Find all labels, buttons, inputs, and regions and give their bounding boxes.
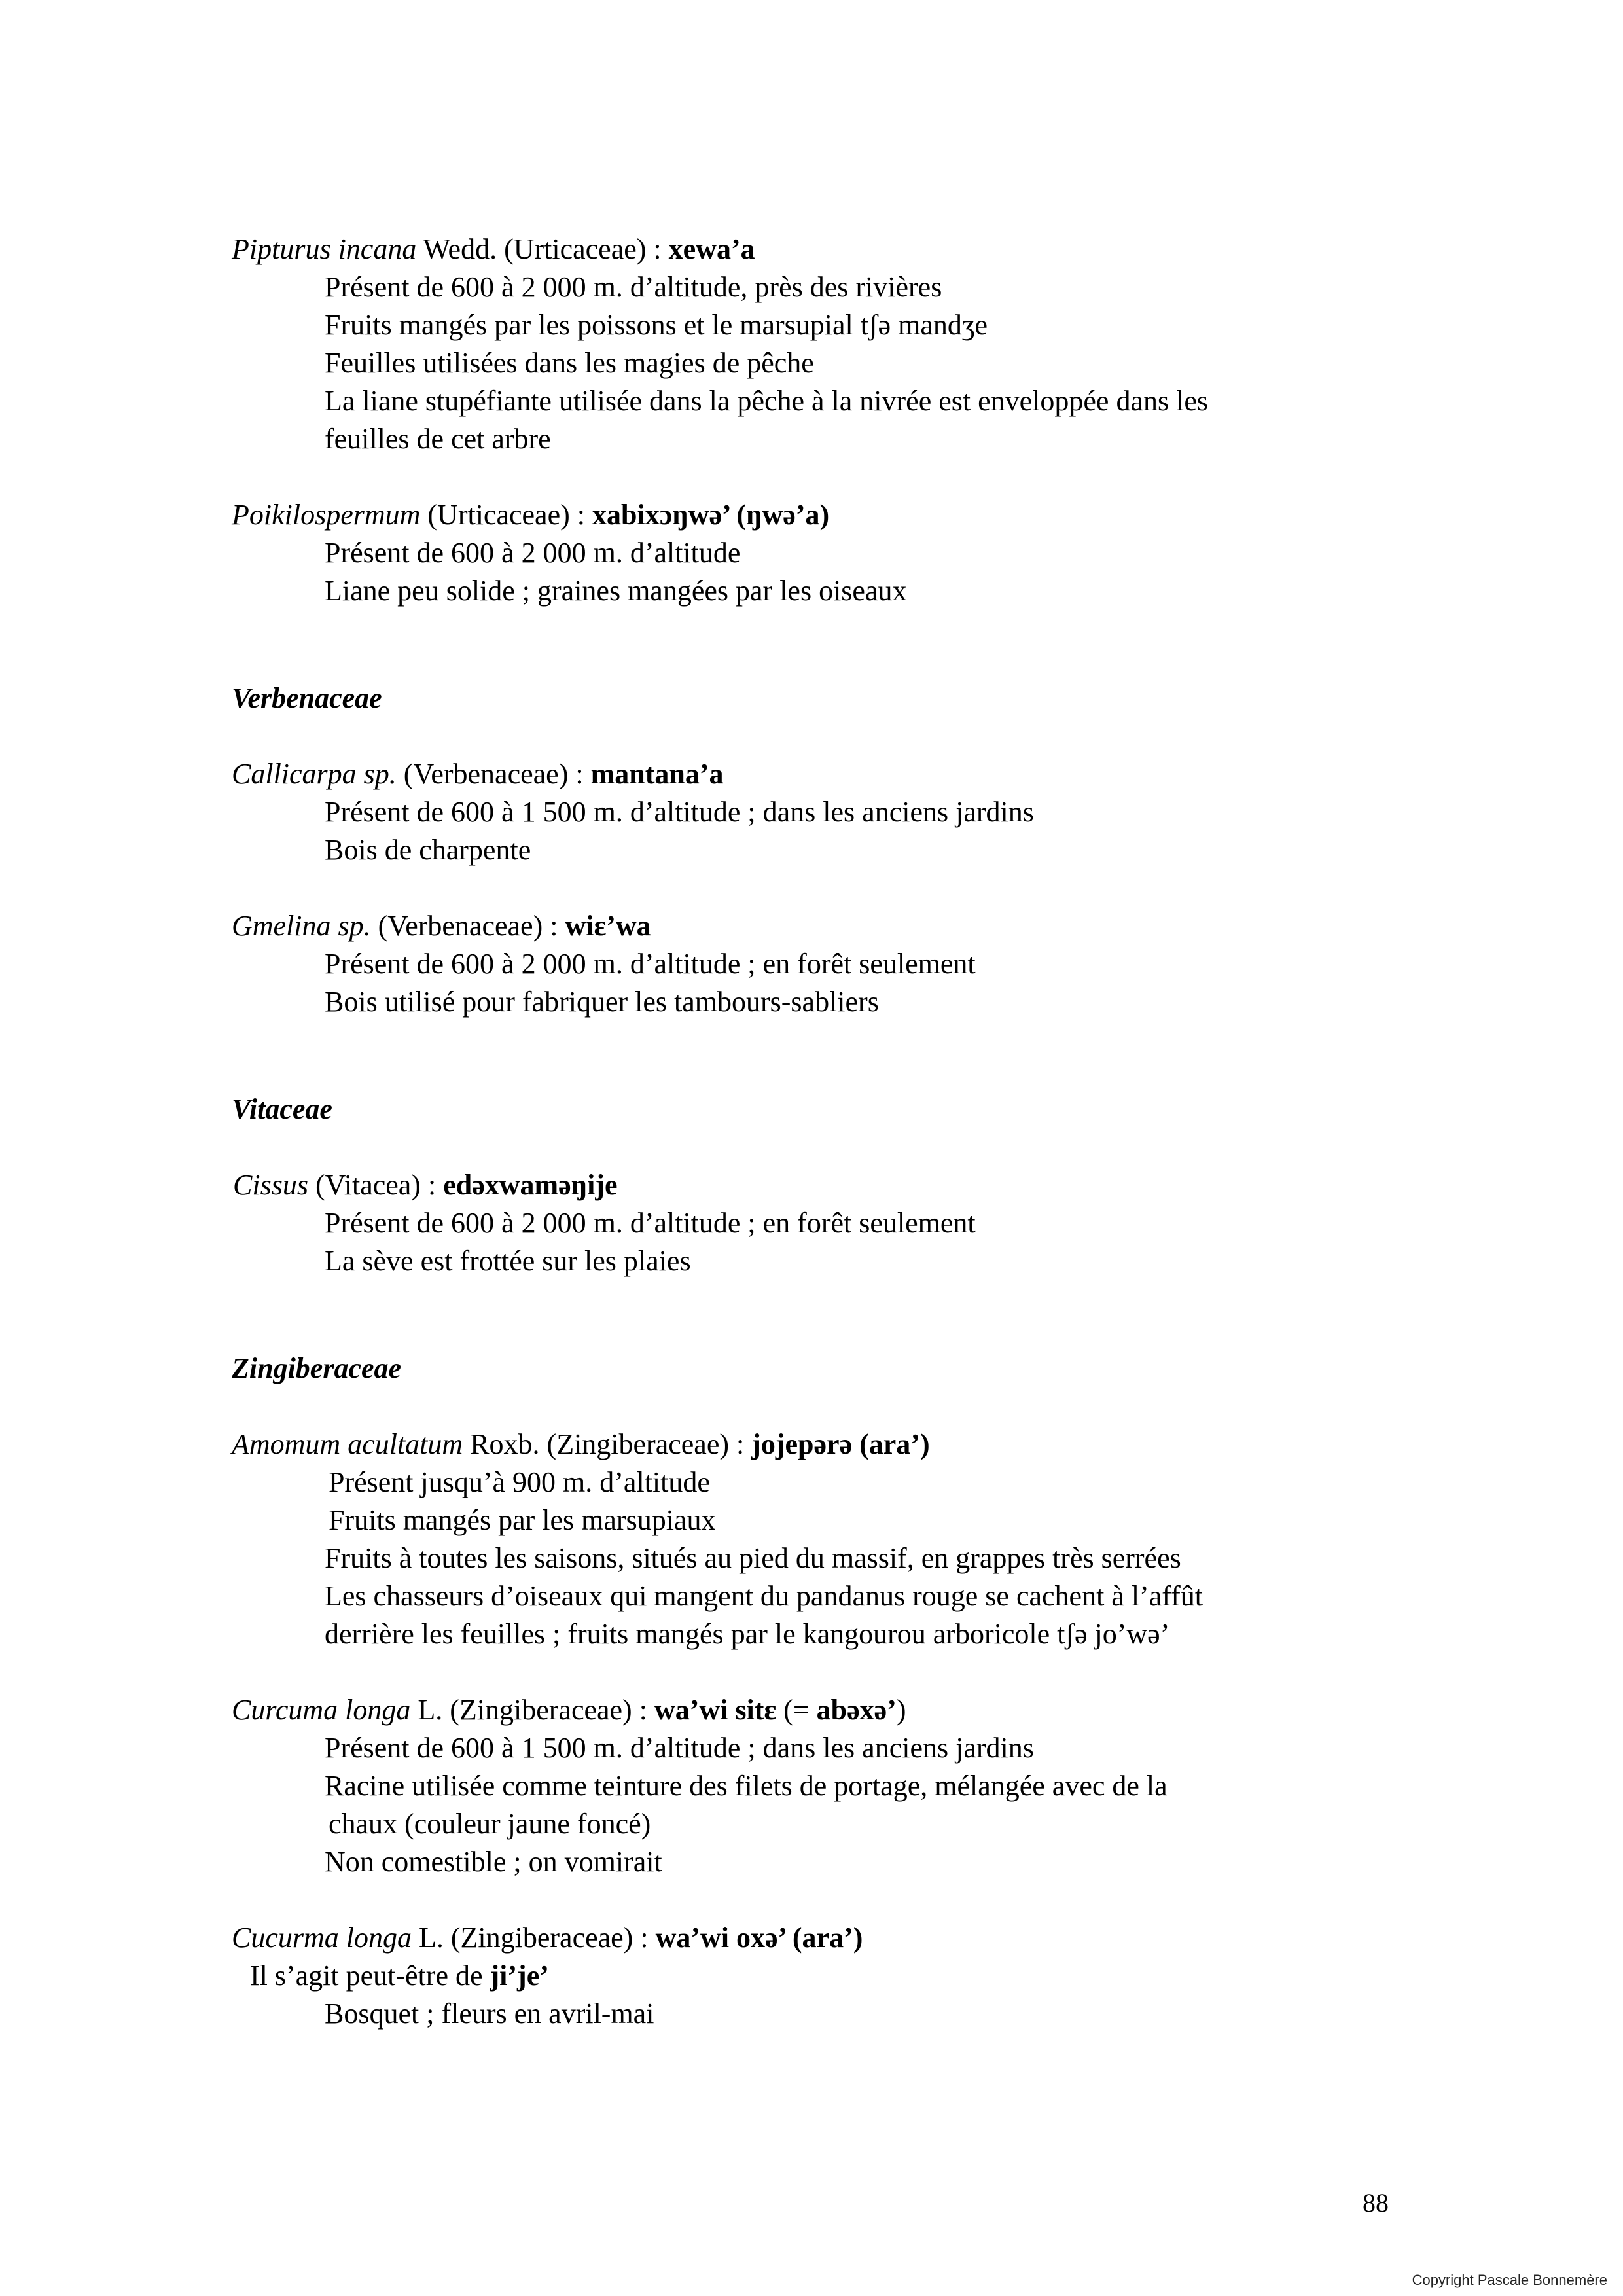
species-name: Cucurma longa <box>232 1922 412 1954</box>
entry-line: Fruits mangés par les marsupiaux <box>329 1504 716 1536</box>
entry-line: Fruits à toutes les saisons, situés au pied du massif, en grappes très serrées <box>325 1542 1181 1574</box>
entry-line: Les chasseurs d’oiseaux qui mangent du pandanus rouge se cachent à l’affût <box>325 1580 1203 1612</box>
species-author: Wedd. (Urticaceae) : <box>416 233 669 265</box>
entry-heading <box>232 230 755 268</box>
vernacular-note-close: ) <box>896 1694 906 1726</box>
vernacular-note-open: (= <box>776 1694 817 1726</box>
entry-note <box>250 1957 549 1995</box>
species-author: L. (Zingiberaceae) : <box>412 1922 656 1954</box>
species-name: Gmelina sp. <box>232 910 371 942</box>
entry-line: La sève est frottée sur les plaies <box>325 1245 691 1277</box>
species-author: (Vitacea) : <box>308 1169 444 1201</box>
copyright-notice: Copyright Pascale Bonnemère <box>1412 2272 1607 2288</box>
entry-heading <box>232 907 651 945</box>
entry-line: Présent de 600 à 2 000 m. d’altitude <box>325 537 741 569</box>
entry-line: Bosquet ; fleurs en avril-mai <box>325 1998 654 2030</box>
page-number: 88 <box>1363 2188 1389 2217</box>
vernacular-name: wiɛ’wa <box>565 910 651 942</box>
vernacular-name: xewa’a <box>668 233 755 265</box>
entry-heading <box>232 755 724 793</box>
entry-line: Non comestible ; on vomirait <box>325 1846 662 1878</box>
species-name: Amomum acultatum <box>232 1428 463 1460</box>
species-name: Cissus <box>233 1169 308 1201</box>
entry-line: Feuilles utilisées dans les magies de pêche <box>325 347 814 379</box>
entry-heading <box>232 1426 930 1463</box>
entry-line: Présent de 600 à 2 000 m. d’altitude ; en forêt seulement <box>325 1207 976 1239</box>
entry-line: La liane stupéfiante utilisée dans la pêche à la nivrée est enveloppée dans les <box>325 385 1208 417</box>
vernacular-name: edəxwaməŋije <box>443 1169 618 1201</box>
species-author: L. (Zingiberaceae) : <box>410 1694 654 1726</box>
vernacular-name: jojepərə (ara’) <box>751 1428 930 1460</box>
entry-line: Bois utilisé pour fabriquer les tambours-sabliers <box>325 986 879 1018</box>
vernacular-alt-name: abəxə’ <box>816 1694 897 1726</box>
species-name: Poikilospermum <box>232 499 421 531</box>
vernacular-name: mantana’a <box>590 758 724 790</box>
species-author: (Urticaceae) : <box>420 499 592 531</box>
vernacular-name: wa’wi oxə’ (ara’) <box>655 1922 863 1954</box>
species-name: Callicarpa sp. <box>232 758 397 790</box>
entry-heading <box>233 1166 618 1204</box>
entry-heading <box>232 1919 863 1957</box>
species-author: (Verbenaceae) : <box>370 910 565 942</box>
entry-line: Présent jusqu’à 900 m. d’altitude <box>329 1466 710 1498</box>
entry-line: derrière les feuilles ; fruits mangés par le kangourou arboricole tʃə jo’wə’ <box>325 1618 1170 1650</box>
species-author: Roxb. (Zingiberaceae) : <box>463 1428 752 1460</box>
section-heading: Verbenaceae <box>232 682 382 714</box>
section-heading: Zingiberaceae <box>232 1352 402 1384</box>
entry-heading <box>232 1691 906 1729</box>
vernacular-name: xabixɔŋwə’ (ŋwə’a) <box>592 499 830 531</box>
entry-line: Présent de 600 à 2 000 m. d’altitude ; en forêt seulement <box>325 948 976 980</box>
entry-line: feuilles de cet arbre <box>325 423 551 455</box>
entry-line: Présent de 600 à 1 500 m. d’altitude ; dans les anciens jardins <box>325 1732 1034 1764</box>
entry-line: Présent de 600 à 1 500 m. d’altitude ; dans les anciens jardins <box>325 796 1034 828</box>
entry-line: Présent de 600 à 2 000 m. d’altitude, près des rivières <box>325 271 942 303</box>
entry-line: Bois de charpente <box>325 834 531 866</box>
entry-line: Fruits mangés par les poissons et le marsupial tʃə mandʒe <box>325 309 988 341</box>
entry-heading <box>232 496 829 534</box>
vernacular-name: wa’wi sitɛ <box>654 1694 777 1726</box>
note-name: ji’je’ <box>490 1960 549 1992</box>
entry-line: Racine utilisée comme teinture des filets de portage, mélangée avec de la <box>325 1770 1168 1802</box>
species-author: (Verbenaceae) : <box>396 758 591 790</box>
entry-line: Liane peu solide ; graines mangées par les oiseaux <box>325 575 907 607</box>
entry-line: chaux (couleur jaune foncé) <box>329 1808 651 1840</box>
species-name: Pipturus incana <box>232 233 417 265</box>
section-heading: Vitaceae <box>232 1093 332 1125</box>
note-prefix: Il s’agit peut-être de <box>250 1960 490 1992</box>
species-name: Curcuma longa <box>232 1694 411 1726</box>
